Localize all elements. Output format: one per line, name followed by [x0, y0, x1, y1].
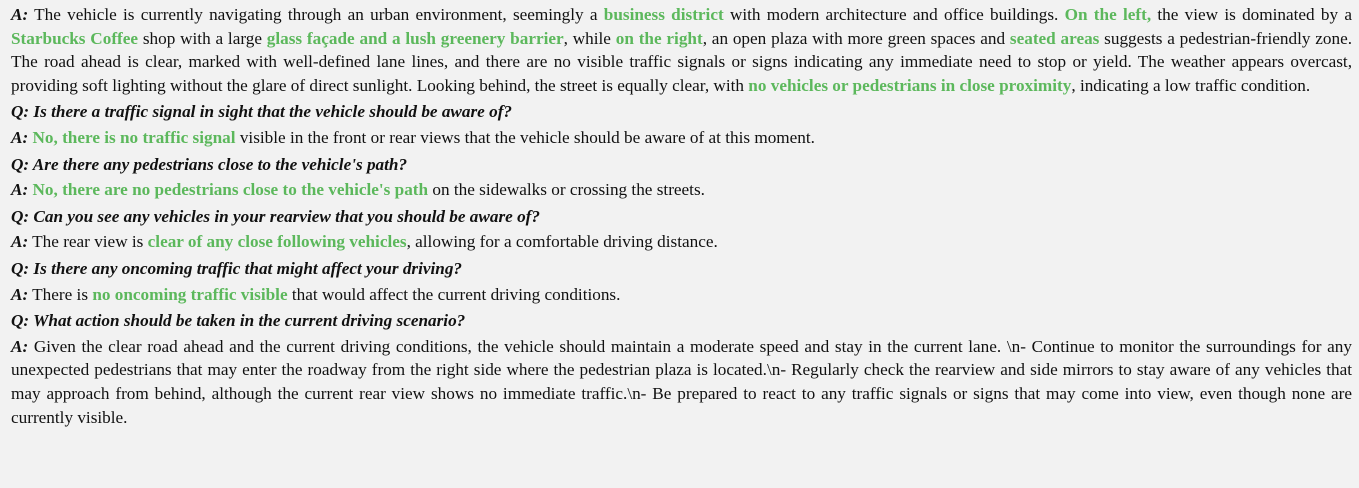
answer-text: visible in the front or rear views that the vehicle should be aware of at this moment. [235, 127, 815, 147]
answer-paragraph [11, 126, 1352, 150]
answer-text: the view is dominated by a [1151, 5, 1352, 24]
highlighted-phrase: on the right [615, 28, 703, 48]
answer-text: shop with a large [138, 28, 267, 48]
highlighted-phrase: Starbucks Coffee [11, 28, 139, 48]
highlighted-phrase: no vehicles or pedestrians in close proximity [748, 75, 1072, 95]
answer-text: with modern architecture and office buildings. [723, 5, 1065, 24]
question-line: Q: Is there a traffic signal in sight that the vehicle should be aware of? [11, 102, 513, 122]
answer-label: A: [11, 127, 29, 147]
answer-text: , indicating a low traffic condition. [1071, 75, 1311, 95]
answer-text: , allowing for a comfortable driving distance. [406, 232, 718, 252]
answer-label: A: [11, 336, 29, 356]
answer-label: A: [11, 232, 29, 252]
highlighted-phrase: glass façade and a lush greenery barrier [266, 28, 564, 48]
answer-text: The vehicle is currently navigating through an urban environment, seemingly a [28, 5, 604, 24]
answer-text: , while [563, 28, 616, 48]
answer-label: A: [11, 5, 29, 24]
question-line: Q: Can you see any vehicles in your rearview that you should be aware of? [11, 206, 540, 226]
answer-label: A: [11, 180, 29, 200]
answer-label: A: [11, 284, 29, 304]
highlighted-phrase: business district [603, 5, 724, 24]
answer-text: that would affect the current driving conditions. [287, 284, 621, 304]
answer-paragraph [11, 178, 1352, 202]
answer-text: The rear view is [28, 232, 148, 252]
answer-paragraph [11, 335, 1352, 429]
question-line: Q: What action should be taken in the current driving scenario? [11, 311, 466, 331]
question-line: Q: Is there any oncoming traffic that might affect your driving? [11, 258, 463, 278]
highlighted-phrase: No, there is no traffic signal [32, 127, 236, 147]
highlighted-phrase: seated areas [1009, 28, 1100, 48]
highlighted-phrase: no oncoming traffic visible [92, 284, 288, 304]
answer-text: There is [28, 284, 93, 304]
answer-paragraph [11, 3, 1352, 97]
answer-text: on the sidewalks or crossing the streets. [428, 180, 705, 200]
highlighted-phrase: clear of any close following vehicles [147, 232, 407, 252]
answer-text: suggests a pedestrian-friendly zone. The road ahead is clear, marked with well-defined lane lines, and there are no visible traffic signals or signs indicating any immediate need to stop or yield. The weather appears overcast, providing soft lighting without the glare of direct sunlight. Looking behind, the street is equally clear, with [11, 28, 1352, 95]
highlighted-phrase: No, there are no pedestrians close to the vehicle's path [32, 180, 429, 200]
answer-text: Given the clear road ahead and the current driving conditions, the vehicle should maintain a moderate speed and stay in the current lane. \n- Continue to monitor the surroundings for any unexpected pedestrians that may enter the roadway from the right side where the pedestrian plaza is located.\n- Regularly check the rearview and side mirrors to stay aware of any vehicles that may approach from behind, although the current rear view shows no immediate traffic.\n- Be prepared to react to any traffic signals or signs that may come into view, even though none are currently visible. [11, 336, 1352, 427]
answer-paragraph [11, 283, 1352, 307]
answer-paragraph [11, 230, 1352, 254]
highlighted-phrase: On the left, [1064, 5, 1152, 24]
question-line: Q: Are there any pedestrians close to the vehicle's path? [11, 154, 408, 174]
answer-text: , an open plaza with more green spaces and [702, 28, 1010, 48]
